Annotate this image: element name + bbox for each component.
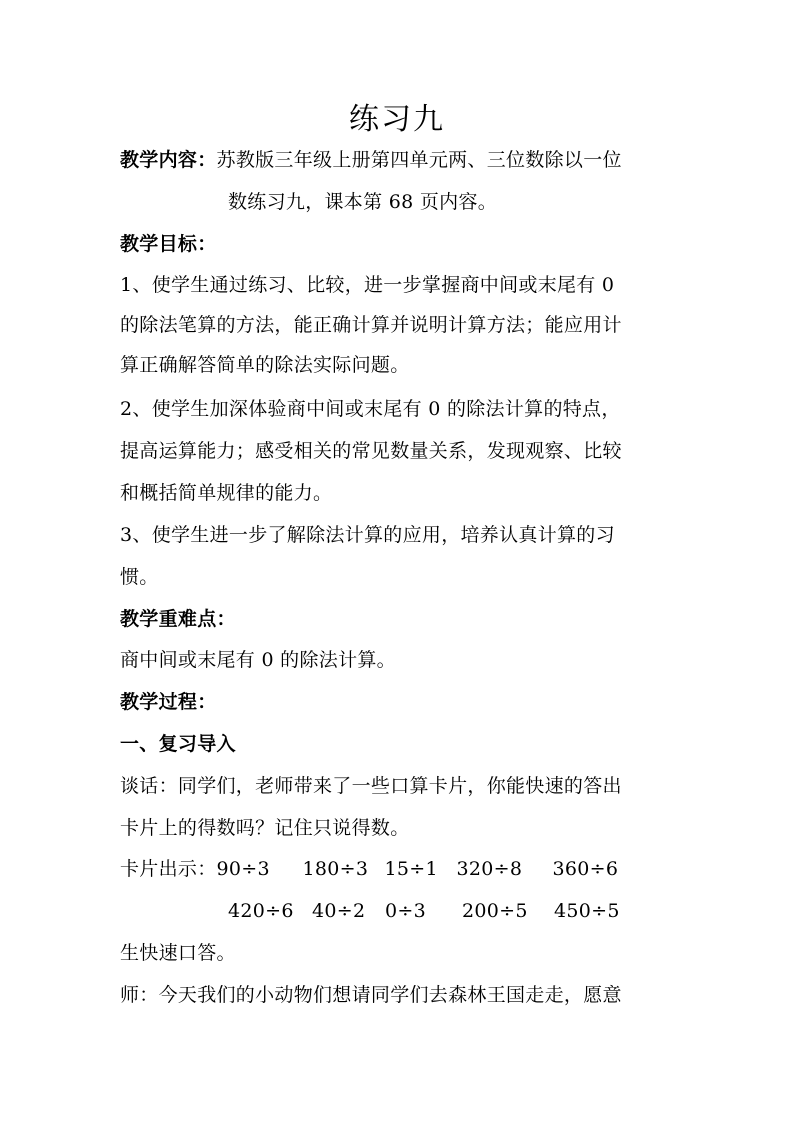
teacher-line: 师：今天我们的小动物们想请同学们去森林王国走走，愿意 — [120, 984, 622, 1006]
card-item: 180÷3 — [302, 858, 369, 880]
goal-2-line-1: 2、使学生加深体验商中间或末尾有 0 的除法计算的特点， — [120, 398, 621, 420]
card-item: 320÷8 — [456, 858, 523, 880]
difficulty-heading: 教学重难点： — [120, 608, 236, 630]
process-heading: 教学过程： — [120, 691, 217, 713]
goals-heading: 教学目标： — [120, 233, 217, 255]
card-item: 200÷5 — [462, 900, 528, 922]
goal-2-line-2: 提高运算能力；感受相关的常见数量关系，发现观察、比较 — [120, 440, 622, 462]
goal-3-line-2: 惯。 — [120, 566, 159, 588]
card-item: 0÷3 — [385, 900, 426, 922]
card-item: 15÷1 — [384, 858, 438, 880]
goal-3-line-1: 3、使学生进一步了解除法计算的应用，培养认真计算的习 — [120, 524, 615, 546]
card-item: 420÷6 — [228, 900, 294, 922]
content-label: 教学内容： — [120, 149, 217, 171]
answer-line: 生快速口答。 — [120, 942, 236, 964]
talk-line-2: 卡片上的得数吗？记住只说得数。 — [120, 817, 410, 839]
content-text-1: 苏教版三年级上册第四单元两、三位数除以一位 — [216, 149, 622, 171]
goal-1-line-2: 的除法笔算的方法，能正确计算并说明计算方法；能应用计 — [120, 314, 622, 336]
card-item: 450÷5 — [554, 900, 620, 922]
cards-row-1 — [120, 857, 680, 881]
section-1-heading: 一、复习导入 — [120, 733, 236, 755]
goal-1-line-3: 算正确解答简单的除法实际问题。 — [120, 354, 410, 376]
cards-row-2 — [228, 899, 788, 923]
talk-line-1: 谈话：同学们，老师带来了一些口算卡片，你能快速的答出 — [120, 775, 622, 797]
content-line-2: 数练习九，课本第 68 页内容。 — [228, 191, 498, 213]
difficulty-text: 商中间或末尾有 0 的除法计算。 — [120, 649, 396, 671]
goal-2-line-3: 和概括简单规律的能力。 — [120, 482, 333, 504]
goal-1-line-1: 1、使学生通过练习、比较，进一步掌握商中间或末尾有 0 — [120, 274, 615, 296]
page-title: 练习九 — [349, 102, 445, 137]
content-line-1 — [120, 148, 680, 172]
cards-label: 卡片出示： — [120, 858, 217, 880]
card-item: 90÷3 — [216, 858, 270, 880]
card-item: 360÷6 — [552, 858, 619, 880]
card-item: 40÷2 — [312, 900, 366, 922]
